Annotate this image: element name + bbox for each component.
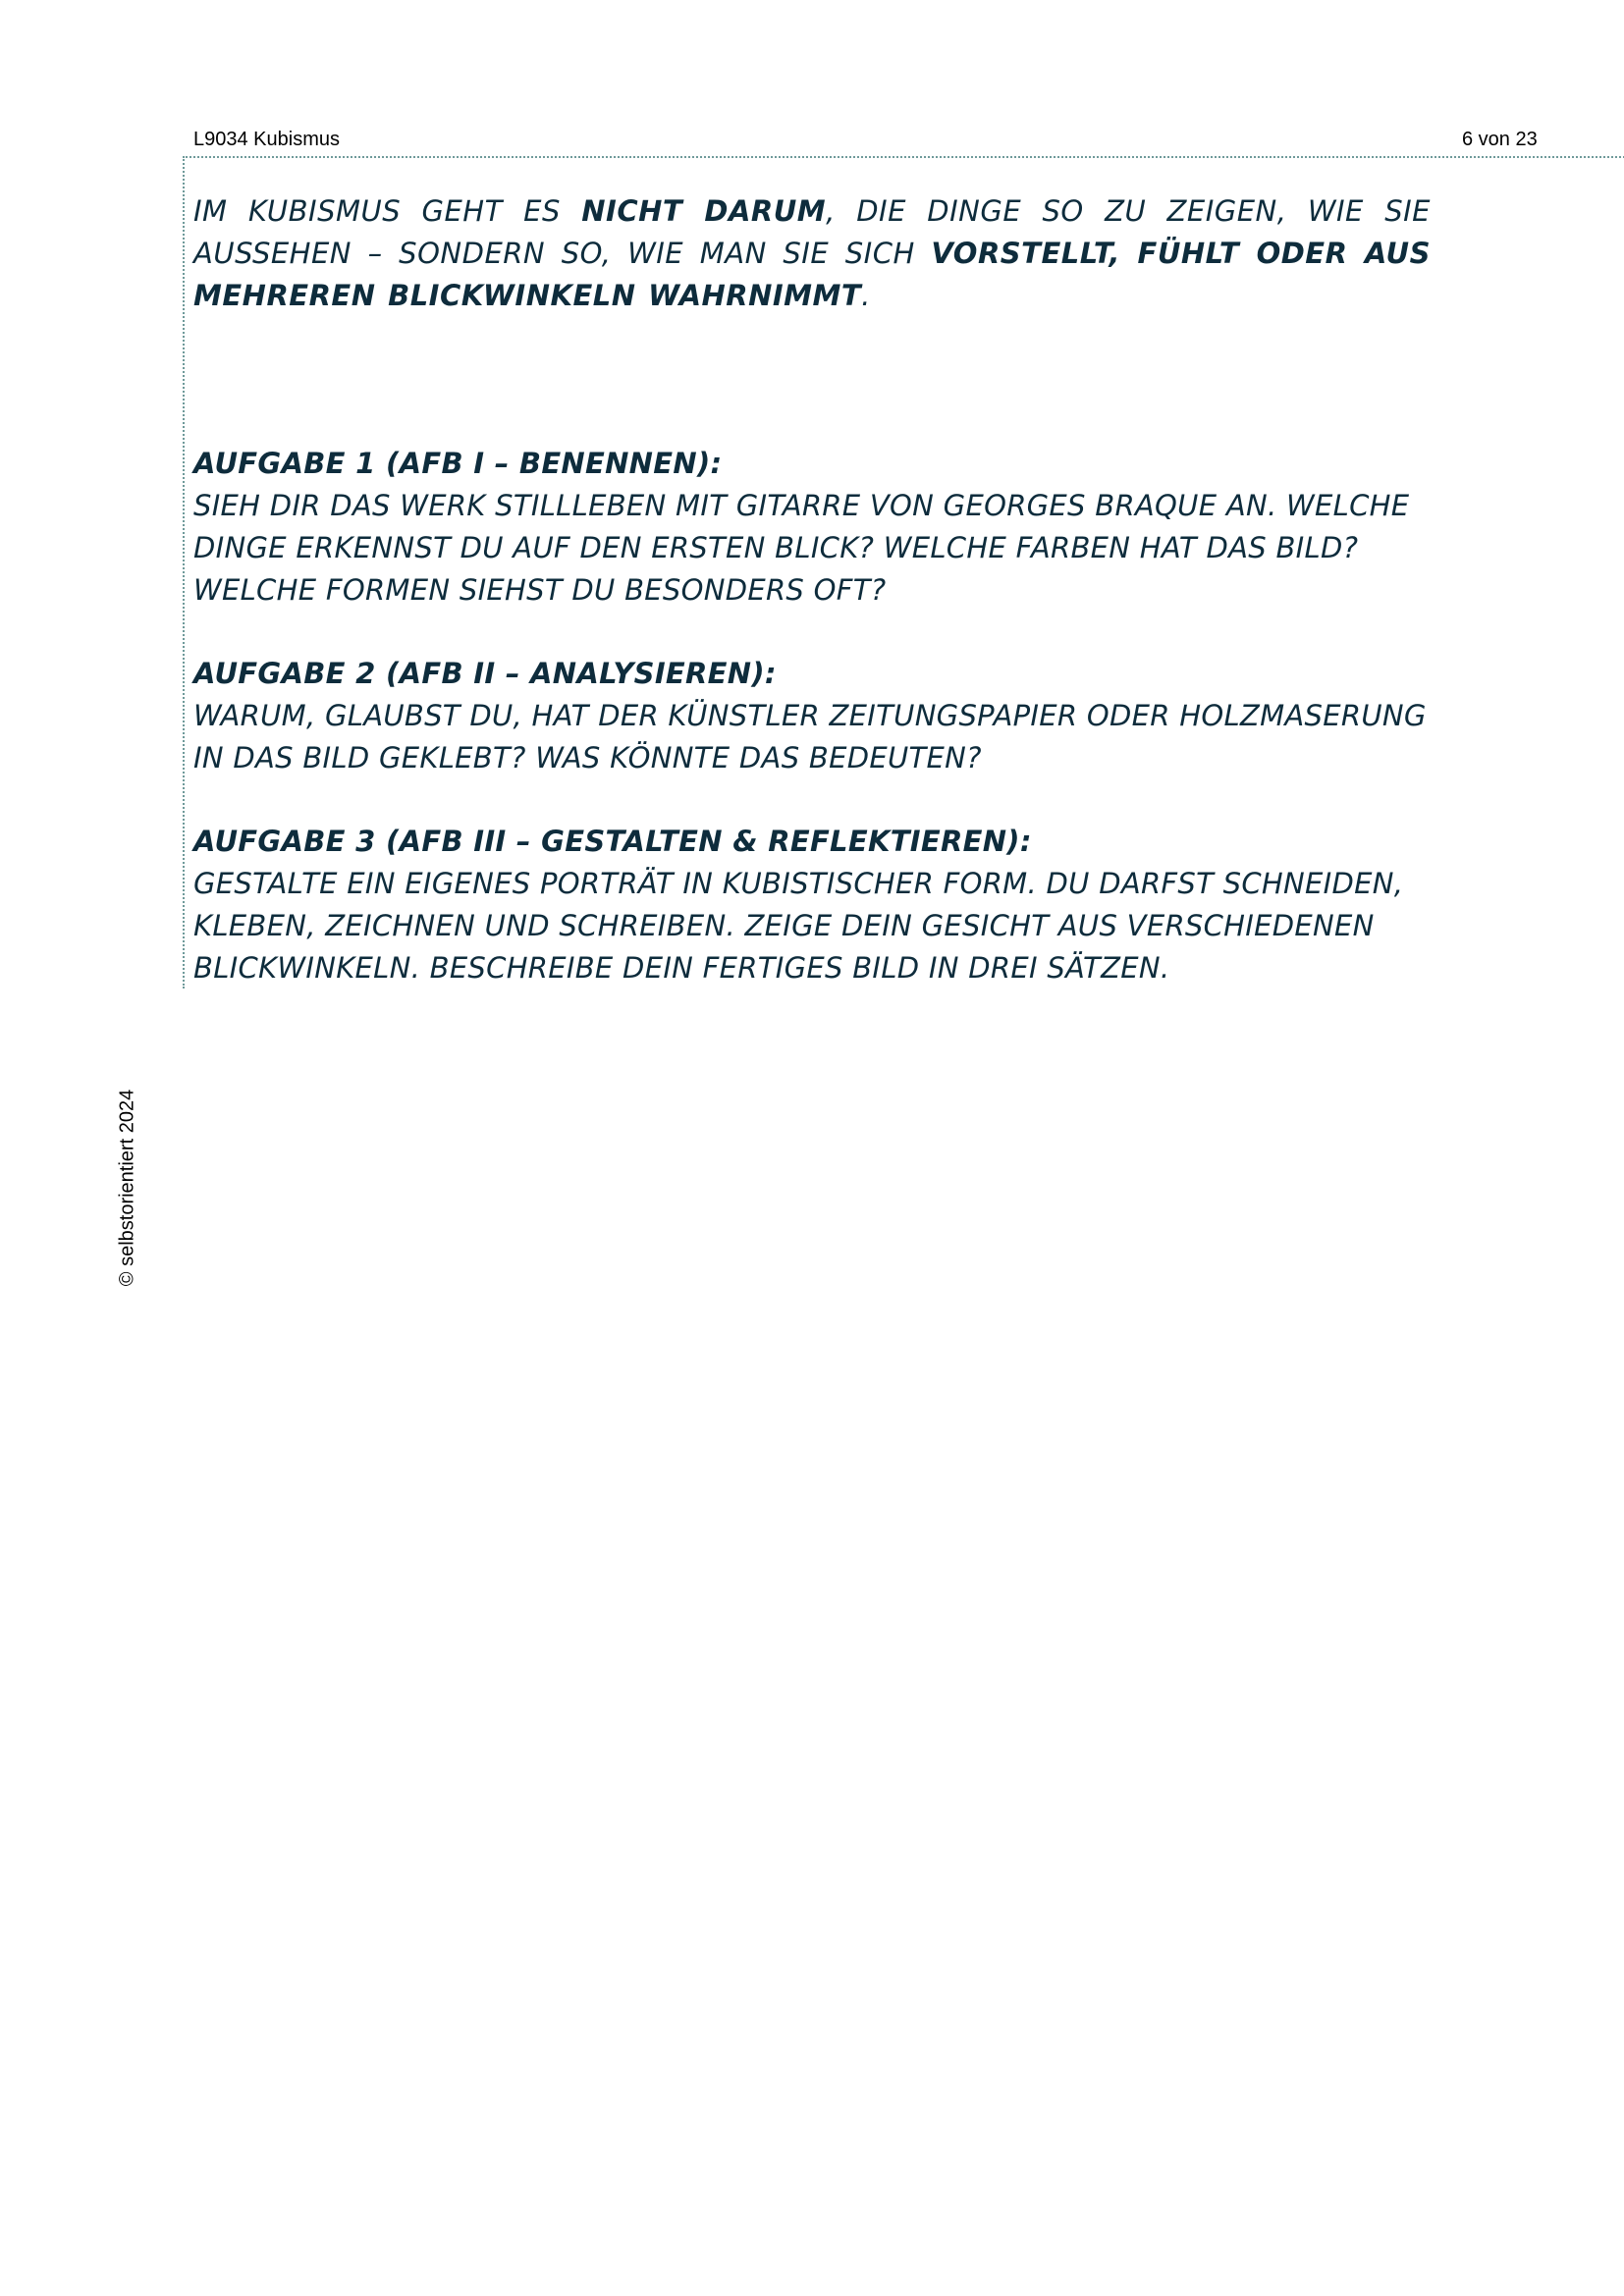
intro-bold-1: NICHT DARUM bbox=[581, 194, 827, 228]
task-1-title: AUFGABE 1 (AFB I – BENENNEN): bbox=[193, 447, 723, 480]
intro-paragraph bbox=[193, 190, 1431, 317]
header-page-number: 6 von 23 bbox=[1462, 129, 1538, 150]
header-document-title: L9034 Kubismus bbox=[193, 129, 340, 150]
copyright-notice: © selbstorientiert 2024 bbox=[116, 1089, 138, 1287]
margin-divider bbox=[183, 156, 185, 988]
task-2-title: AUFGABE 2 (AFB II – ANALYSIEREN): bbox=[193, 657, 777, 690]
task-3-title: AUFGABE 3 (AFB III – GESTALTEN & REFLEKTIEREN): bbox=[193, 825, 1032, 858]
intro-text-3: . bbox=[861, 279, 871, 312]
task-1-body: SIEH DIR DAS WERK STILLLEBEN MIT GITARRE VON GEORGES BRAQUE AN. WELCHE DINGE ERKENNST DU AUF DEN ERSTEN BLICK? WELCHE FARBEN HAT DAS BILD? WELCHE FORMEN SIEHST DU BESONDERS OFT? bbox=[193, 489, 1410, 607]
intro-text-2: , DIE DINGE SO ZU ZEIGEN, WIE SIE AUSSEHEN – SONDERN SO, WIE MAN SIE SICH bbox=[193, 194, 1432, 270]
header-divider bbox=[183, 156, 1624, 158]
task-3 bbox=[193, 821, 1431, 989]
task-2 bbox=[193, 653, 1431, 779]
task-3-body: GESTALTE EIN EIGENES PORTRÄT IN KUBISTISCHER FORM. DU DARFST SCHNEIDEN, KLEBEN, ZEICHNEN UND SCHREIBEN. ZEIGE DEIN GESICHT AUS VERSCHIEDENEN BLICKWINKELN. BESCHREIBE DEIN FERTIGES BILD IN DREI SÄTZEN. bbox=[193, 867, 1404, 985]
task-1 bbox=[193, 443, 1431, 612]
task-2-body: WARUM, GLAUBST DU, HAT DER KÜNSTLER ZEITUNGSPAPIER ODER HOLZMASERUNG IN DAS BILD GEKLEBT? WAS KÖNNTE DAS BEDEUTEN? bbox=[193, 699, 1427, 774]
intro-text-1: IM KUBISMUS GEHT ES bbox=[193, 194, 582, 228]
main-content bbox=[193, 190, 1431, 989]
intro-bold-2: VORSTELLT, FÜHLT ODER AUS MEHREREN BLICKWINKELN WAHRNIMMT bbox=[193, 237, 1431, 312]
